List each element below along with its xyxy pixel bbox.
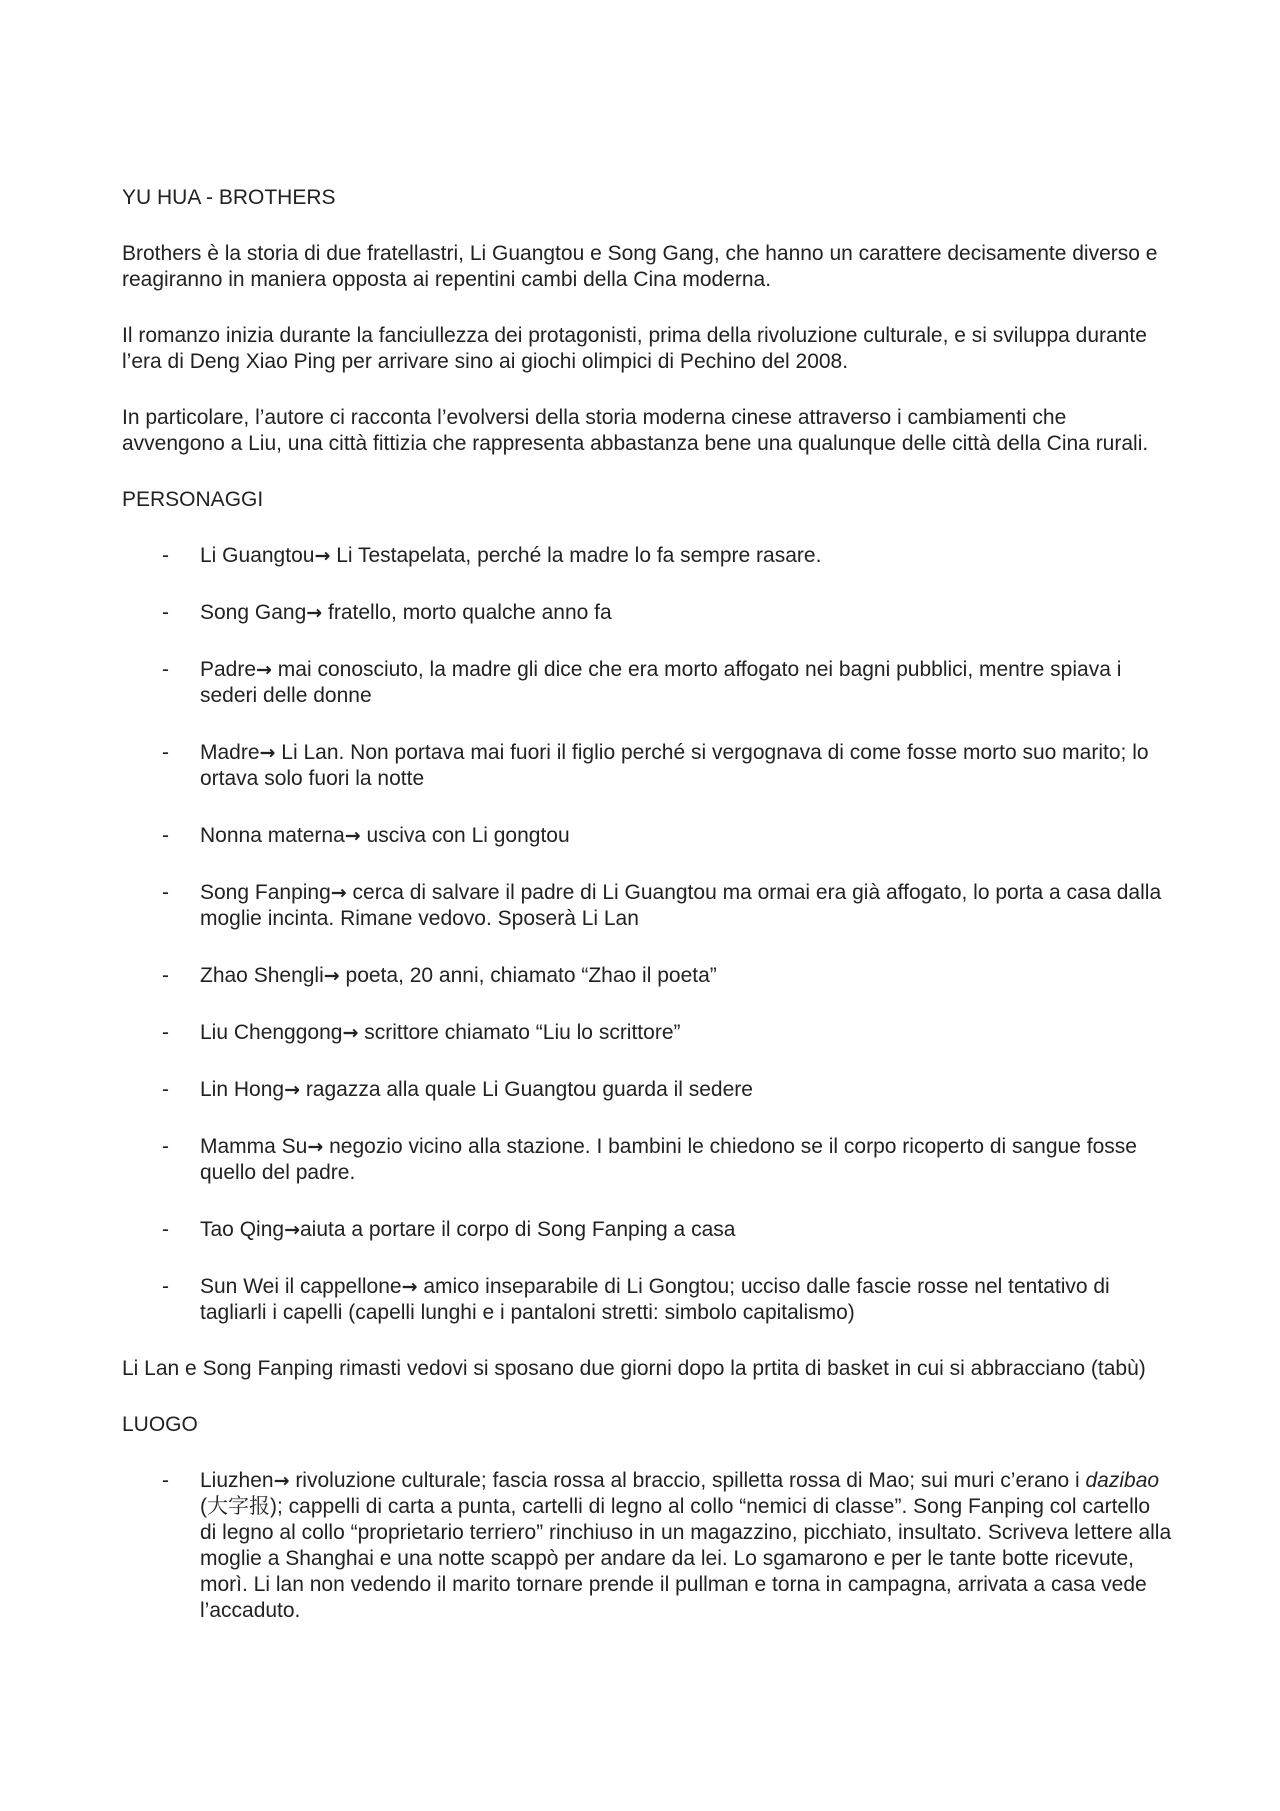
- arrow-icon: →: [330, 882, 347, 904]
- character-description: fratello, morto qualche anno fa: [322, 601, 612, 624]
- list-item: [122, 1020, 1172, 1046]
- bullet-dash: -: [162, 544, 169, 567]
- place-description-part-2: (大字报); cappelli di carta a punta, cartelli di legno al collo “nemici di classe”. Song Fanping col cartello di legno al collo “proprietario terriero” rinchiuso in un magazzino, picchiato, insultato. Scriveva lettere alla moglie a Shanghai e una notte scappò per andare da lei. Lo sgamarono e per le tante botte ricevute, morì. Li lan non vedendo il marito tornare prende il pullman e torna in campagna, arrivata a casa vede l’accaduto.: [200, 1495, 1172, 1622]
- document-title: YU HUA - BROTHERS: [122, 186, 336, 209]
- character-description: usciva con Li gongtou: [360, 824, 570, 847]
- bullet-dash: -: [162, 1469, 169, 1492]
- character-name: Lin Hong: [200, 1078, 285, 1101]
- list-item: [122, 1077, 1172, 1103]
- bullet-dash: -: [162, 1078, 169, 1101]
- list-item: [122, 823, 1172, 849]
- character-description: Li Testapelata, perché la madre lo fa sempre rasare.: [330, 544, 822, 567]
- list-item: [122, 657, 1172, 709]
- arrow-icon: →: [323, 965, 340, 987]
- bullet-dash: -: [162, 658, 169, 681]
- character-name: Tao Qing: [200, 1218, 285, 1241]
- character-name: Sun Wei il cappellone: [200, 1275, 402, 1298]
- arrow-icon: →: [401, 1276, 418, 1298]
- arrow-icon: →: [284, 1219, 300, 1241]
- character-description: amico inseparabile di Li Gongtou; ucciso dalle fascie rosse nel tentativo di tagliarli i capelli (capelli lunghi e i pantaloni stretti: simbolo capitalismo): [200, 1275, 1110, 1324]
- intro-paragraph-3: In particolare, l’autore ci racconta l’evolversi della storia moderna cinese attraverso i cambiamenti che avvengono a Liu, una città fittizia che rappresenta abbastanza bene una qualunque delle città della Cina rurali.: [122, 406, 1149, 455]
- place-list: [122, 1468, 1172, 1624]
- bullet-dash: -: [162, 1275, 169, 1298]
- character-description: cerca di salvare il padre di Li Guangtou ma ormai era già affogato, lo porta a casa dalla moglie incinta. Rimane vedovo. Sposerà Li Lan: [200, 881, 1162, 930]
- character-name: Mamma Su: [200, 1135, 308, 1158]
- arrow-icon: →: [307, 1136, 324, 1158]
- place-heading: LUOGO: [122, 1413, 198, 1436]
- character-name: Song Fanping: [200, 881, 331, 904]
- marriage-note: Li Lan e Song Fanping rimasti vedovi si sposano due giorni dopo la prtita di basket in cui si abbracciano (tabù): [122, 1357, 1146, 1380]
- character-name: Liu Chenggong: [200, 1021, 343, 1044]
- bullet-dash: -: [162, 1135, 169, 1158]
- arrow-icon: →: [344, 825, 361, 847]
- character-name: Zhao Shengli: [200, 964, 324, 987]
- bullet-dash: -: [162, 824, 169, 847]
- list-item: [122, 880, 1172, 932]
- arrow-icon: →: [342, 1022, 359, 1044]
- list-item: [122, 1134, 1172, 1186]
- dazibao-term: dazibao: [1085, 1469, 1160, 1492]
- list-item: [122, 1274, 1172, 1326]
- characters-heading: PERSONAGGI: [122, 488, 264, 511]
- bullet-dash: -: [162, 881, 169, 904]
- character-description: negozio vicino alla stazione. I bambini le chiedono se il corpo ricoperto di sangue fosse quello del padre.: [200, 1135, 1137, 1184]
- character-description: poeta, 20 anni, chiamato “Zhao il poeta”: [339, 964, 717, 987]
- arrow-icon: →: [284, 1079, 300, 1101]
- list-item: [122, 963, 1172, 989]
- character-name: Li Guangtou: [200, 544, 315, 567]
- list-item: [122, 740, 1172, 792]
- character-name: Nonna materna: [200, 824, 345, 847]
- character-description: aiuta a portare il corpo di Song Fanping a casa: [299, 1218, 736, 1241]
- document-page: [122, 185, 1172, 1624]
- bullet-dash: -: [162, 1021, 169, 1044]
- list-item: [122, 1468, 1172, 1624]
- bullet-dash: -: [162, 741, 169, 764]
- character-description: ragazza alla quale Li Guangtou guarda il sedere: [299, 1078, 753, 1101]
- character-name: Song Gang: [200, 601, 307, 624]
- arrow-icon: →: [256, 659, 272, 681]
- character-description: scrittore chiamato “Liu lo scrittore”: [358, 1021, 681, 1044]
- intro-paragraph-1: Brothers è la storia di due fratellastri, Li Guangtou e Song Gang, che hanno un carattere decisamente diverso e reagiranno in maniera opposta ai repentini cambi della Cina moderna.: [122, 242, 1158, 291]
- list-item: [122, 543, 1172, 569]
- place-name: Liuzhen: [200, 1469, 274, 1492]
- bullet-dash: -: [162, 601, 169, 624]
- character-name: Padre: [200, 658, 257, 681]
- intro-paragraph-2: Il romanzo inizia durante la fanciullezza dei protagonisti, prima della rivoluzione culturale, e si sviluppa durante l’era di Deng Xiao Ping per arrivare sino ai giochi olimpici di Pechino del 2008.: [122, 324, 1147, 373]
- bullet-dash: -: [162, 1218, 169, 1241]
- character-description: Li Lan. Non portava mai fuori il figlio perché si vergognava di come fosse morto suo marito; lo ortava solo fuori la notte: [200, 741, 1149, 790]
- character-description: mai conosciuto, la madre gli dice che era morto affogato nei bagni pubblici, mentre spiava i sederi delle donne: [200, 658, 1122, 707]
- arrow-icon: →: [306, 602, 323, 624]
- list-item: [122, 1217, 1172, 1243]
- list-item: [122, 600, 1172, 626]
- bullet-dash: -: [162, 964, 169, 987]
- arrow-icon: →: [314, 545, 331, 567]
- character-name: Madre: [200, 741, 260, 764]
- place-description-part-1: rivoluzione culturale; fascia rossa al braccio, spilletta rossa di Mao; sui muri c’erano i: [289, 1469, 1086, 1492]
- characters-list: [122, 543, 1172, 1326]
- arrow-icon: →: [259, 742, 276, 764]
- arrow-icon: →: [273, 1470, 290, 1492]
